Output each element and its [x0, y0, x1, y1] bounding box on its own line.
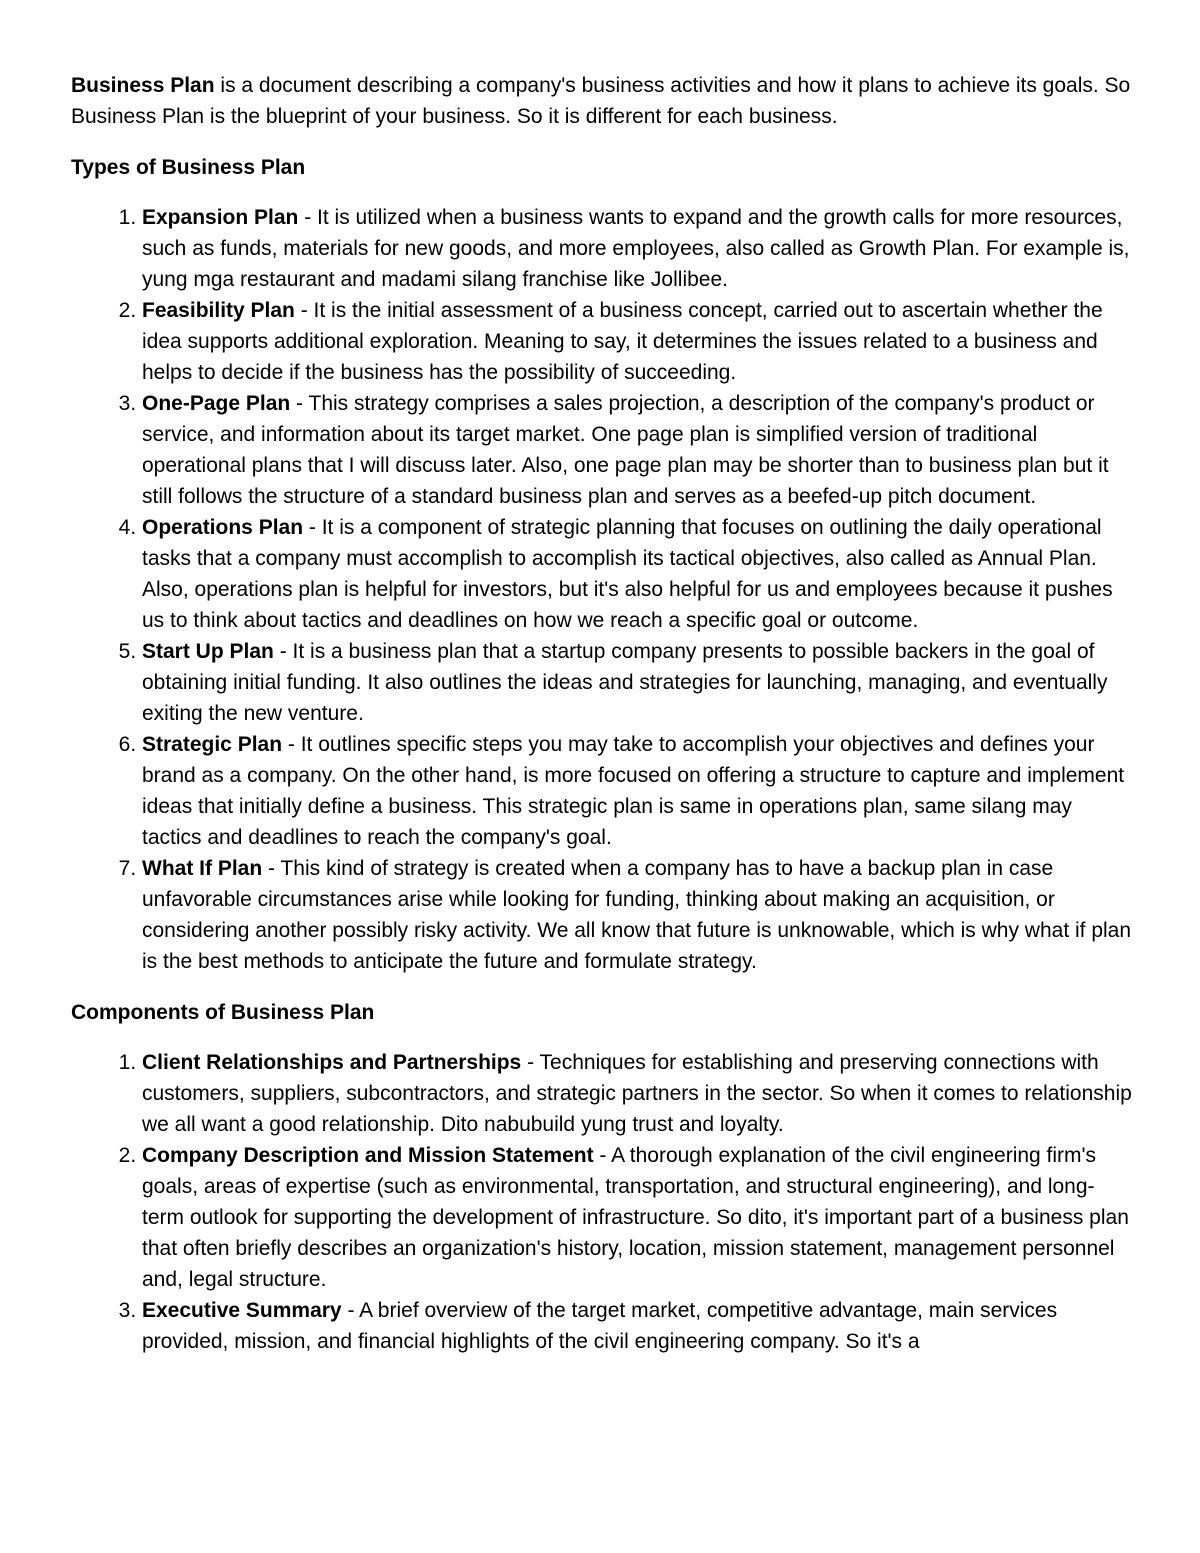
document-page — [71, 70, 1135, 1377]
components-list — [71, 1047, 1135, 1357]
types-list — [71, 202, 1135, 977]
item-text: - This strategy comprises a sales projection, a description of the company's product or service, and information about its target market. One page plan is simplified version of traditional operational plans that I will discuss later. Also, one page plan may be shorter than to business plan but it still follows the structure of a standard business plan and serves as a beefed-up pitch document. — [142, 392, 1109, 508]
item-text: - It is a business plan that a startup company presents to possible backers in the goal of obtaining initial funding. It also outlines the ideas and strategies for launching, managing, and eventually exiting the new venture. — [142, 640, 1108, 725]
item-text: - A thorough explanation of the civil engineering firm's goals, areas of expertise (such as environmental, transportation, and structural engineering), and long-term outlook for supporting the development of infrastructure. So dito, it's important part of a business plan that often briefly describes an organization's history, location, mission statement, management personnel and, legal structure. — [142, 1144, 1129, 1291]
intro-text: is a document describing a company's business activities and how it plans to achieve its goals. So Business Plan is the blueprint of your business. So it is different for each business. — [71, 74, 1131, 128]
list-item — [142, 512, 1135, 636]
list-item — [142, 636, 1135, 729]
list-item — [142, 295, 1135, 388]
item-term: Executive Summary — [142, 1299, 342, 1322]
item-term: Strategic Plan — [142, 733, 283, 756]
list-item — [142, 1047, 1135, 1140]
item-term: One-Page Plan — [142, 392, 291, 415]
item-term: Start Up Plan — [142, 640, 274, 663]
item-text: - A brief overview of the target market, competitive advantage, main services provided, mission, and financial highlights of the civil engineering company. So it's a — [142, 1299, 1058, 1353]
item-text: - Techniques for establishing and preserving connections with customers, suppliers, subcontractors, and strategic partners in the sector. So when it comes to relationship we all want a good relationship. Dito nabubuild yung trust and loyalty. — [142, 1051, 1132, 1136]
item-term: Client Relationships and Partnerships — [142, 1051, 522, 1074]
types-heading: Types of Business Plan — [71, 156, 306, 179]
item-text: - It is utilized when a business wants to expand and the growth calls for more resources, such as funds, materials for new goods, and more employees, also called as Growth Plan. For example is, yung mga restaurant and madami silang franchise like Jollibee. — [142, 206, 1130, 291]
list-item — [142, 729, 1135, 853]
item-term: Company Description and Mission Statement — [142, 1144, 594, 1167]
item-term: Expansion Plan — [142, 206, 299, 229]
intro-term: Business Plan — [71, 74, 215, 97]
item-text: - It is a component of strategic planning that focuses on outlining the daily operational tasks that a company must accomplish to accomplish its tactical objectives, also called as Annual Plan. Also, operations plan is helpful for investors, but it's also helpful for us and employees because it pushes us to think about tactics and deadlines on how we reach a specific goal or outcome. — [142, 516, 1113, 632]
components-heading: Components of Business Plan — [71, 1001, 375, 1024]
item-term: Feasibility Plan — [142, 299, 295, 322]
item-text: - It outlines specific steps you may take to accomplish your objectives and defines your brand as a company. On the other hand, is more focused on offering a structure to capture and implement ideas that initially define a business. This strategic plan is same in operations plan, same silang may tactics and deadlines to reach the company's goal. — [142, 733, 1125, 849]
item-term: Operations Plan — [142, 516, 304, 539]
intro-paragraph — [71, 70, 1135, 132]
list-item — [142, 853, 1135, 977]
item-term: What If Plan — [142, 857, 263, 880]
list-item — [142, 1295, 1135, 1357]
item-text: - It is the initial assessment of a business concept, carried out to ascertain whether the idea supports additional exploration. Meaning to say, it determines the issues related to a business and helps to decide if the business has the possibility of succeeding. — [142, 299, 1103, 384]
list-item — [142, 388, 1135, 512]
list-item — [142, 1140, 1135, 1295]
list-item — [142, 202, 1135, 295]
item-text: - This kind of strategy is created when a company has to have a backup plan in case unfavorable circumstances arise while looking for funding, thinking about making an acquisition, or considering another possibly risky activity. We all know that future is unknowable, which is why what if plan is the best methods to anticipate the future and formulate strategy. — [142, 857, 1132, 973]
